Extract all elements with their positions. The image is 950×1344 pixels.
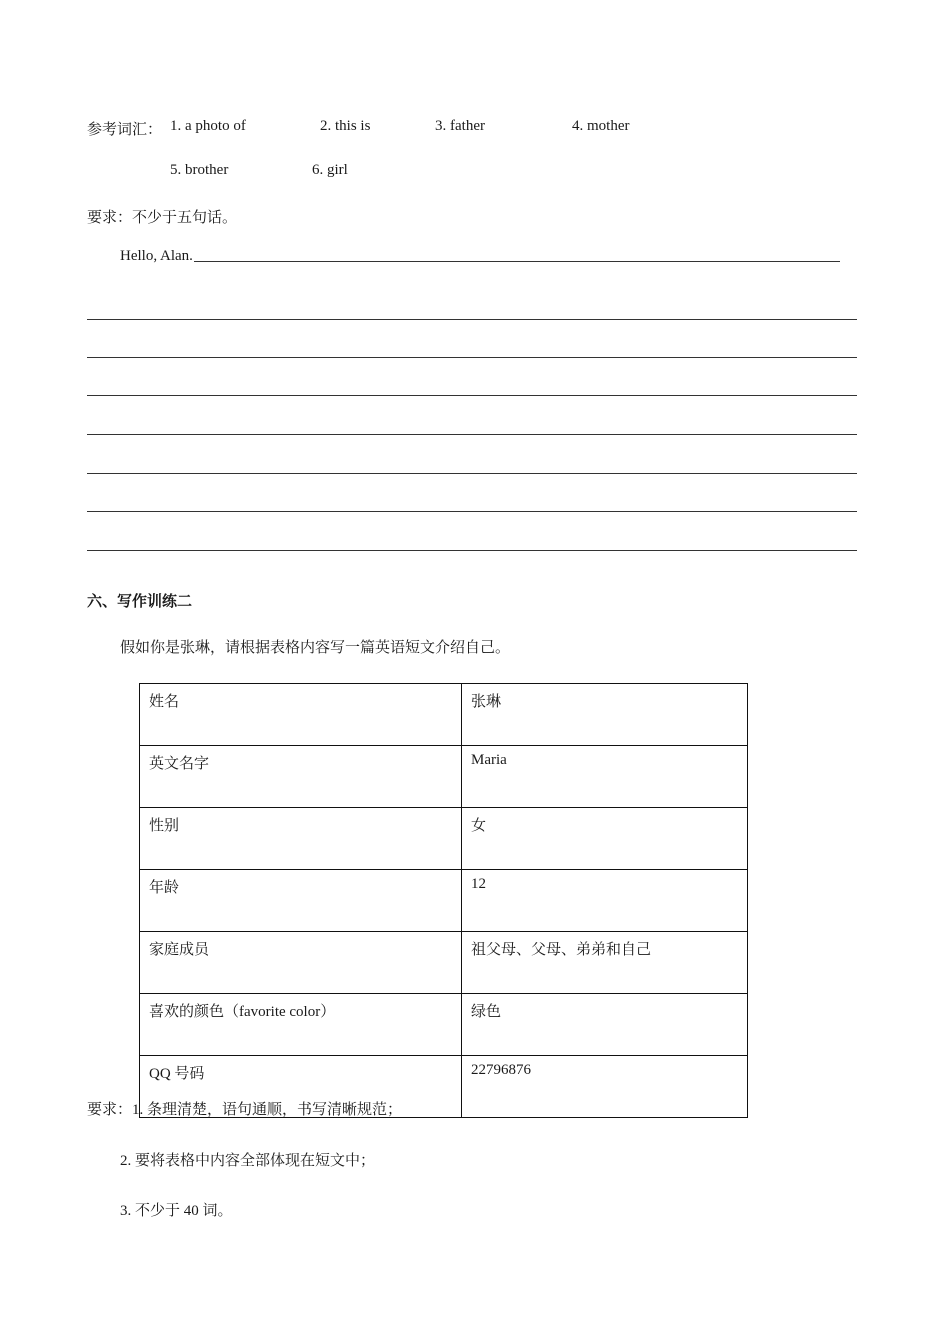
answer-line[interactable] — [87, 357, 857, 358]
table-cell-value: 祖父母、父母、弟弟和自己 — [462, 932, 748, 994]
table-cell-label: 年龄 — [140, 870, 462, 932]
requirement-text: 要求：不少于五句话。 — [87, 210, 238, 226]
answer-line[interactable] — [87, 473, 857, 474]
table-row — [140, 746, 748, 808]
answer-line[interactable] — [87, 550, 857, 551]
vocab-item-4: 4. mother — [572, 118, 630, 134]
vocab-label: 参考词汇： — [87, 122, 163, 138]
requirement-1: 要求：1. 条理清楚，语句通顺，书写清晰规范； — [87, 1102, 403, 1118]
table-cell-value: 22796876 — [462, 1056, 748, 1118]
requirement-2: 2. 要将表格中内容全部体现在短文中； — [120, 1153, 376, 1169]
table-cell-value: 绿色 — [462, 994, 748, 1056]
table-cell-label: QQ 号码 — [140, 1056, 462, 1118]
section-heading: 六、写作训练二 — [87, 594, 193, 610]
answer-line[interactable] — [87, 395, 857, 396]
table-row — [140, 994, 748, 1056]
writing-start-line — [120, 248, 840, 265]
table-row — [140, 808, 748, 870]
answer-line[interactable] — [87, 319, 857, 320]
answer-blank[interactable] — [194, 261, 840, 262]
table-row — [140, 870, 748, 932]
vocab-item-5: 5. brother — [170, 162, 229, 178]
table-cell-label: 英文名字 — [140, 746, 462, 808]
table-cell-label: 喜欢的颜色（favorite color） — [140, 994, 462, 1056]
vocab-item-6: 6. girl — [312, 162, 348, 178]
answer-line[interactable] — [87, 434, 857, 435]
section-instruction: 假如你是张琳，请根据表格内容写一篇英语短文介绍自己。 — [120, 640, 511, 656]
table-row — [140, 684, 748, 746]
table-cell-label: 姓名 — [140, 684, 462, 746]
vocab-item-2: 2. this is — [320, 118, 371, 134]
table-cell-value: Maria — [462, 746, 748, 808]
table-row — [140, 932, 748, 994]
vocab-item-3: 3. father — [435, 118, 485, 134]
table-cell-value: 张琳 — [462, 684, 748, 746]
table-cell-label: 家庭成员 — [140, 932, 462, 994]
table-cell-value: 女 — [462, 808, 748, 870]
writing-start-text: Hello, Alan. — [120, 248, 193, 264]
vocab-item-1: 1. a photo of — [170, 118, 246, 134]
info-table — [139, 683, 748, 1118]
answer-line[interactable] — [87, 511, 857, 512]
table-cell-value: 12 — [462, 870, 748, 932]
requirement-3: 3. 不少于 40 词。 — [120, 1203, 233, 1219]
table-cell-label: 性别 — [140, 808, 462, 870]
